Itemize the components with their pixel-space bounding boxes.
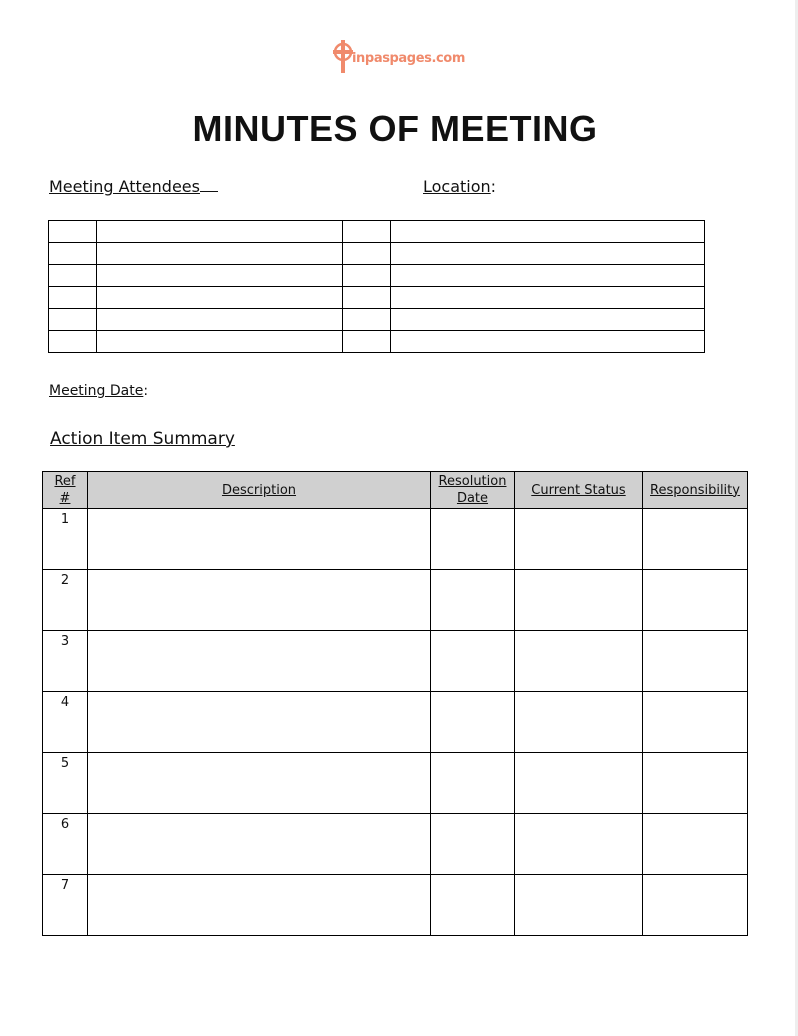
attendee-cell[interactable] xyxy=(97,243,343,265)
resolution-date-header xyxy=(431,472,515,509)
attendee-cell[interactable] xyxy=(49,309,97,331)
description-cell[interactable] xyxy=(88,692,431,753)
attendee-cell[interactable] xyxy=(49,221,97,243)
description-cell[interactable] xyxy=(88,814,431,875)
action-row xyxy=(43,631,748,692)
attendee-row xyxy=(49,243,705,265)
attendee-row xyxy=(49,309,705,331)
current-status-cell[interactable] xyxy=(515,753,643,814)
responsibility-cell[interactable] xyxy=(643,692,748,753)
attendee-cell[interactable] xyxy=(49,243,97,265)
attendee-cell[interactable] xyxy=(49,287,97,309)
resolution-date-cell[interactable] xyxy=(431,875,515,936)
current-status-cell[interactable] xyxy=(515,509,643,570)
action-header-row xyxy=(43,472,748,509)
attendee-cell[interactable] xyxy=(49,265,97,287)
ref-header-line2: # xyxy=(59,491,71,506)
responsibility-cell[interactable] xyxy=(643,753,748,814)
attendees-table xyxy=(48,220,705,353)
location-text: Location xyxy=(423,177,491,196)
attendee-cell[interactable] xyxy=(49,331,97,353)
resolution-header-line1: Resolution xyxy=(438,474,507,489)
description-cell[interactable] xyxy=(88,570,431,631)
attendee-cell[interactable] xyxy=(391,221,705,243)
resolution-date-cell[interactable] xyxy=(431,570,515,631)
current-status-cell[interactable] xyxy=(515,814,643,875)
responsibility-cell[interactable] xyxy=(643,631,748,692)
attendee-cell[interactable] xyxy=(97,287,343,309)
description-cell[interactable] xyxy=(88,509,431,570)
action-row xyxy=(43,753,748,814)
attendee-cell[interactable] xyxy=(343,243,391,265)
ref-cell: 3 xyxy=(43,631,88,692)
resolution-date-cell[interactable] xyxy=(431,631,515,692)
description-header: Description xyxy=(88,472,431,509)
current-status-header: Current Status xyxy=(515,472,643,509)
logo-text: inpaspages.com xyxy=(352,51,465,66)
meeting-date-colon: : xyxy=(143,383,149,399)
attendee-cell[interactable] xyxy=(391,243,705,265)
attendee-row xyxy=(49,287,705,309)
resolution-date-cell[interactable] xyxy=(431,692,515,753)
ref-cell: 4 xyxy=(43,692,88,753)
resolution-header-line2: Date xyxy=(456,491,489,506)
action-row xyxy=(43,570,748,631)
ref-cell: 5 xyxy=(43,753,88,814)
description-cell[interactable] xyxy=(88,753,431,814)
current-status-cell[interactable] xyxy=(515,875,643,936)
action-row xyxy=(43,692,748,753)
responsibility-cell[interactable] xyxy=(643,875,748,936)
attendee-row xyxy=(49,331,705,353)
meeting-attendees-text: Meeting Attendees xyxy=(49,177,200,196)
attendee-cell[interactable] xyxy=(97,221,343,243)
attendee-cell[interactable] xyxy=(343,287,391,309)
action-item-summary-label xyxy=(50,429,235,449)
ref-cell: 7 xyxy=(43,875,88,936)
ref-header xyxy=(43,472,88,509)
attendee-cell[interactable] xyxy=(97,265,343,287)
ref-cell: 1 xyxy=(43,509,88,570)
attendee-cell[interactable] xyxy=(343,221,391,243)
current-status-cell[interactable] xyxy=(515,631,643,692)
description-cell[interactable] xyxy=(88,875,431,936)
page-title: MINUTES OF MEETING xyxy=(192,108,598,149)
resolution-date-cell[interactable] xyxy=(431,814,515,875)
attendee-cell[interactable] xyxy=(391,287,705,309)
responsibility-cell[interactable] xyxy=(643,570,748,631)
responsibility-cell[interactable] xyxy=(643,814,748,875)
meeting-attendees-label xyxy=(49,177,218,196)
resolution-date-cell[interactable] xyxy=(431,753,515,814)
current-status-cell[interactable] xyxy=(515,692,643,753)
attendee-cell[interactable] xyxy=(391,265,705,287)
ref-cell: 6 xyxy=(43,814,88,875)
action-row xyxy=(43,814,748,875)
ref-cell: 2 xyxy=(43,570,88,631)
meeting-date-text: Meeting Date xyxy=(49,383,144,399)
attendee-row xyxy=(49,265,705,287)
responsibility-cell[interactable] xyxy=(643,509,748,570)
site-logo xyxy=(332,38,465,74)
action-row xyxy=(43,509,748,570)
description-cell[interactable] xyxy=(88,631,431,692)
resolution-date-cell[interactable] xyxy=(431,509,515,570)
location-label xyxy=(423,177,496,196)
attendee-cell[interactable] xyxy=(391,331,705,353)
meeting-date-label xyxy=(49,383,148,399)
attendee-row xyxy=(49,221,705,243)
ref-header-line1: Ref xyxy=(54,474,76,489)
attendee-cell[interactable] xyxy=(97,331,343,353)
attendee-cell[interactable] xyxy=(343,265,391,287)
attendee-cell[interactable] xyxy=(343,309,391,331)
action-row xyxy=(43,875,748,936)
attendee-cell[interactable] xyxy=(391,309,705,331)
current-status-cell[interactable] xyxy=(515,570,643,631)
action-item-table xyxy=(42,471,748,936)
attendee-cell[interactable] xyxy=(343,331,391,353)
underline-pad xyxy=(200,177,218,192)
attendee-cell[interactable] xyxy=(97,309,343,331)
location-colon: : xyxy=(490,177,497,196)
responsibility-header: Responsibility xyxy=(643,472,748,509)
action-item-summary-text: Action Item Summary xyxy=(50,429,235,449)
